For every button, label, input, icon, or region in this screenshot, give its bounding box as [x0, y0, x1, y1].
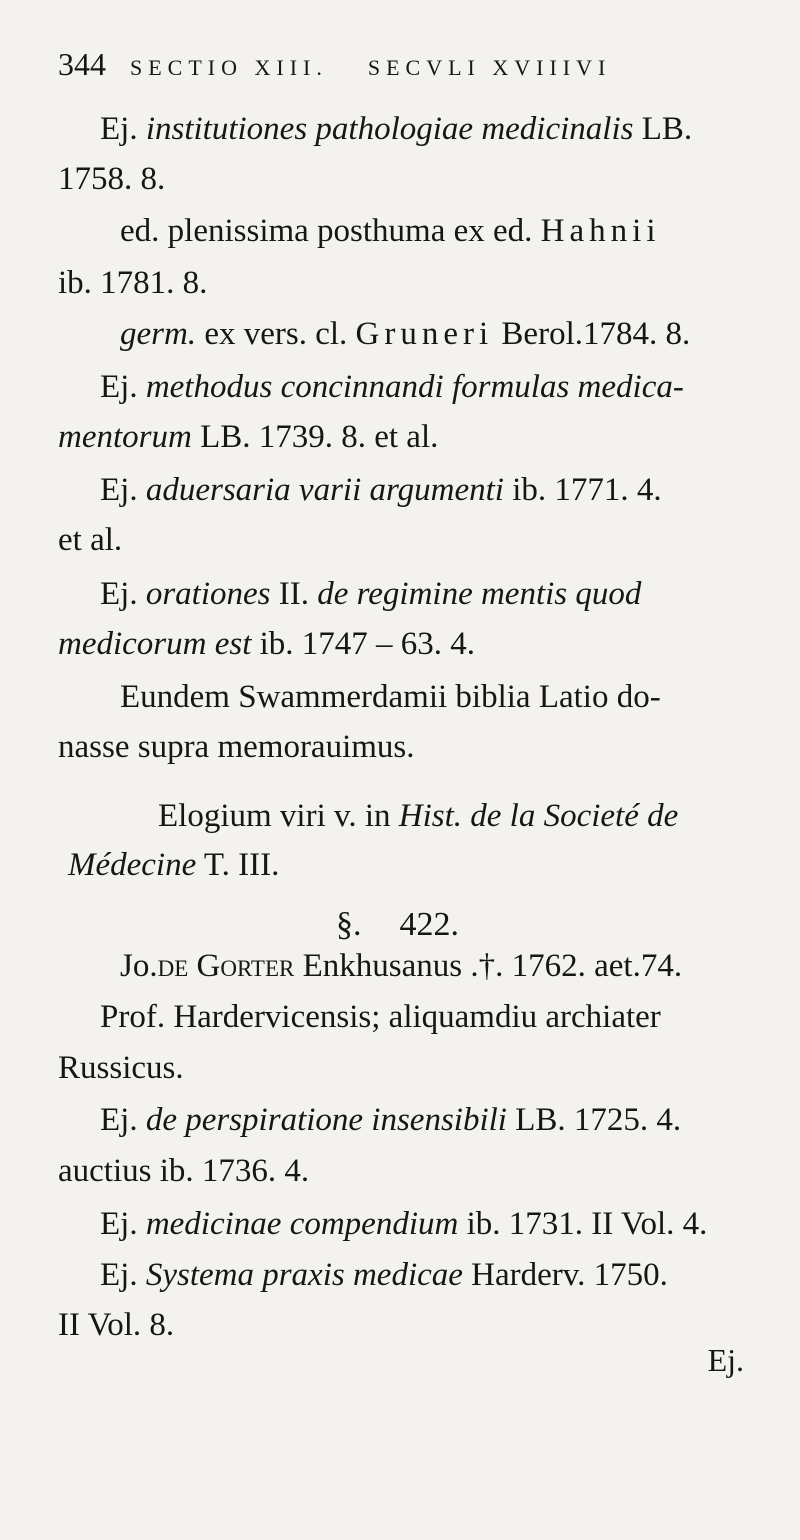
entry-line: Ej. aduersaria varii argumenti ib. 1771. 4. — [100, 472, 662, 508]
entry-line: medicorum est ib. 1747 – 63. 4. — [58, 626, 476, 662]
author-name: Gorter — [196, 948, 295, 984]
entry-line: nasse supra memorauimus. — [58, 729, 415, 765]
biography-line: Russicus. — [58, 1050, 184, 1086]
entry-line: et al. — [58, 522, 123, 558]
entry-line: mentorum LB. 1739. 8. et al. — [58, 419, 439, 455]
entry-line: Elogium viri v. in Hist. de la Societé de — [158, 798, 679, 834]
entry-line: Médecine T. III. — [68, 847, 280, 883]
section-number: 422. — [399, 906, 459, 943]
entry-line: Ej. Systema praxis medicae Harderv. 1750. — [100, 1257, 668, 1293]
catchword: Ej. — [707, 1342, 744, 1378]
entry-line: Ej. institutiones pathologiae medicinalis LB. — [100, 111, 693, 147]
entry-line: Ej. de perspiratione insensibili LB. 1725. 4. — [100, 1102, 682, 1138]
section-title: SECTIO XIII. — [130, 55, 328, 80]
section-symbol: §. — [336, 906, 362, 943]
running-header — [58, 48, 611, 81]
entry-line: 1758. 8. — [58, 161, 166, 197]
entry-line: Ej. medicinae compendium ib. 1731. II Vol. 4. — [100, 1206, 708, 1242]
page-number: 344 — [58, 46, 106, 82]
century-title: SECVLI XVIIIVI — [367, 55, 612, 80]
entry-line: ed. plenissima posthuma ex ed. Hahnii — [120, 213, 661, 249]
entry-line: Ej. orationes II. de regimine mentis quod — [100, 576, 642, 612]
entry-line: Ej. methodus concinnandi formulas medica- — [100, 369, 684, 405]
biography-line: Jo.de Gorter Enkhusanus .†. 1762. aet.74. — [120, 948, 683, 984]
section-heading — [336, 908, 459, 942]
biography-line: Prof. Hardervicensis; aliquamdiu archiater — [100, 999, 661, 1035]
entry-line: germ. ex vers. cl. Gruneri Berol.1784. 8. — [120, 316, 691, 352]
entry-line: auctius ib. 1736. 4. — [58, 1153, 310, 1189]
author-name: Hahnii — [540, 213, 661, 249]
author-name: Gruneri — [355, 316, 494, 352]
entry-line: ib. 1781. 8. — [58, 265, 208, 301]
entry-line: II Vol. 8. — [58, 1307, 175, 1343]
dagger-symbol: † — [478, 948, 496, 984]
entry-line: Eundem Swammerdamii biblia Latio do- — [120, 679, 661, 715]
